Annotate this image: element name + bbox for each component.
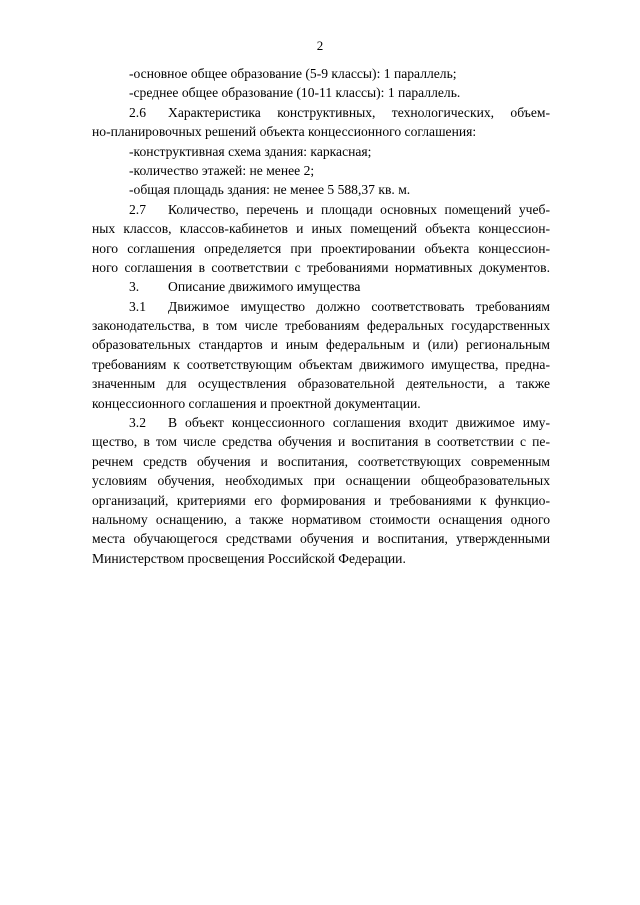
text-line: -общая площадь здания: не менее 5 588,37 кв. м. (129, 182, 411, 198)
text-line: Движимое имущество должно соответствовать требованиям (168, 298, 550, 314)
text-line: Характеристика конструктивных, технологических, объем- (168, 104, 550, 120)
text-line: -среднее общее образование (10-11 классы): 1 параллель. (129, 85, 461, 101)
paragraph-3-1-first-line (92, 297, 550, 316)
text-line: ного соглашения в соответствии с требованиями нормативных документов. (92, 259, 550, 275)
text-line: речнем средств обучения и воспитания, соответствующих современным (92, 453, 550, 469)
text-line: Министерством просвещения Российской Федерации. (92, 550, 406, 566)
text-line: -основное общее образование (5-9 классы): 1 параллель; (129, 66, 457, 81)
text-line: условиям обучения, необходимых при оснащении общеобразовательных (92, 473, 550, 489)
text-line: -количество этажей: не менее 2; (129, 162, 315, 178)
paragraph-2-7-first-line (92, 200, 550, 219)
text-line: концессионного соглашения и проектной документации. (92, 395, 421, 411)
section-number: 3. (129, 279, 140, 295)
text-line: организаций, критериями его формирования и требованиями к функцио- (92, 492, 550, 508)
text-line: законодательства, в том числе требованиям федеральных государственных (92, 318, 550, 334)
section-number: 3.2 (129, 415, 146, 431)
text-line: требованиям к соответствующим объектам движимого имущества, предна- (92, 356, 550, 372)
section-number: 2.6 (129, 104, 146, 120)
section-number: 2.7 (129, 201, 146, 217)
text-line: но-планировочных решений объекта концессионного соглашения: (92, 124, 477, 140)
section-title: Описание движимого имущества (168, 279, 361, 295)
paragraph-3-2-first-line (92, 413, 550, 432)
paragraph-2-6-first-line (92, 103, 550, 122)
text-line: значенным для осуществления образовательной деятельности, а также (92, 376, 550, 392)
section-number: 3.1 (129, 298, 146, 314)
text-line: ных классов, классов-кабинетов и иных помещений объекта концессион- (92, 221, 550, 237)
page-number: 2 (316, 38, 324, 53)
text-line: -конструктивная схема здания: каркасная; (129, 143, 372, 159)
text-line: В объект концессионного соглашения входит движимое иму- (168, 415, 550, 431)
text-line: места обучающегося средствами обучения и воспитания, утвержденными (92, 531, 550, 547)
text-line: образовательных стандартов и иным федеральным и (или) региональным (92, 337, 550, 353)
text-line: нальному оснащению, а также нормативом стоимости оснащения одного (92, 511, 550, 527)
text-line: Количество, перечень и площади основных помещений учеб- (168, 201, 550, 217)
document-body (92, 64, 550, 568)
text-line: ного соглашения определяется при проектировании объекта концессион- (92, 240, 550, 256)
section-3-heading (92, 277, 550, 296)
text-line: щество, в том числе средства обучения и воспитания в соответствии с пе- (92, 434, 550, 450)
